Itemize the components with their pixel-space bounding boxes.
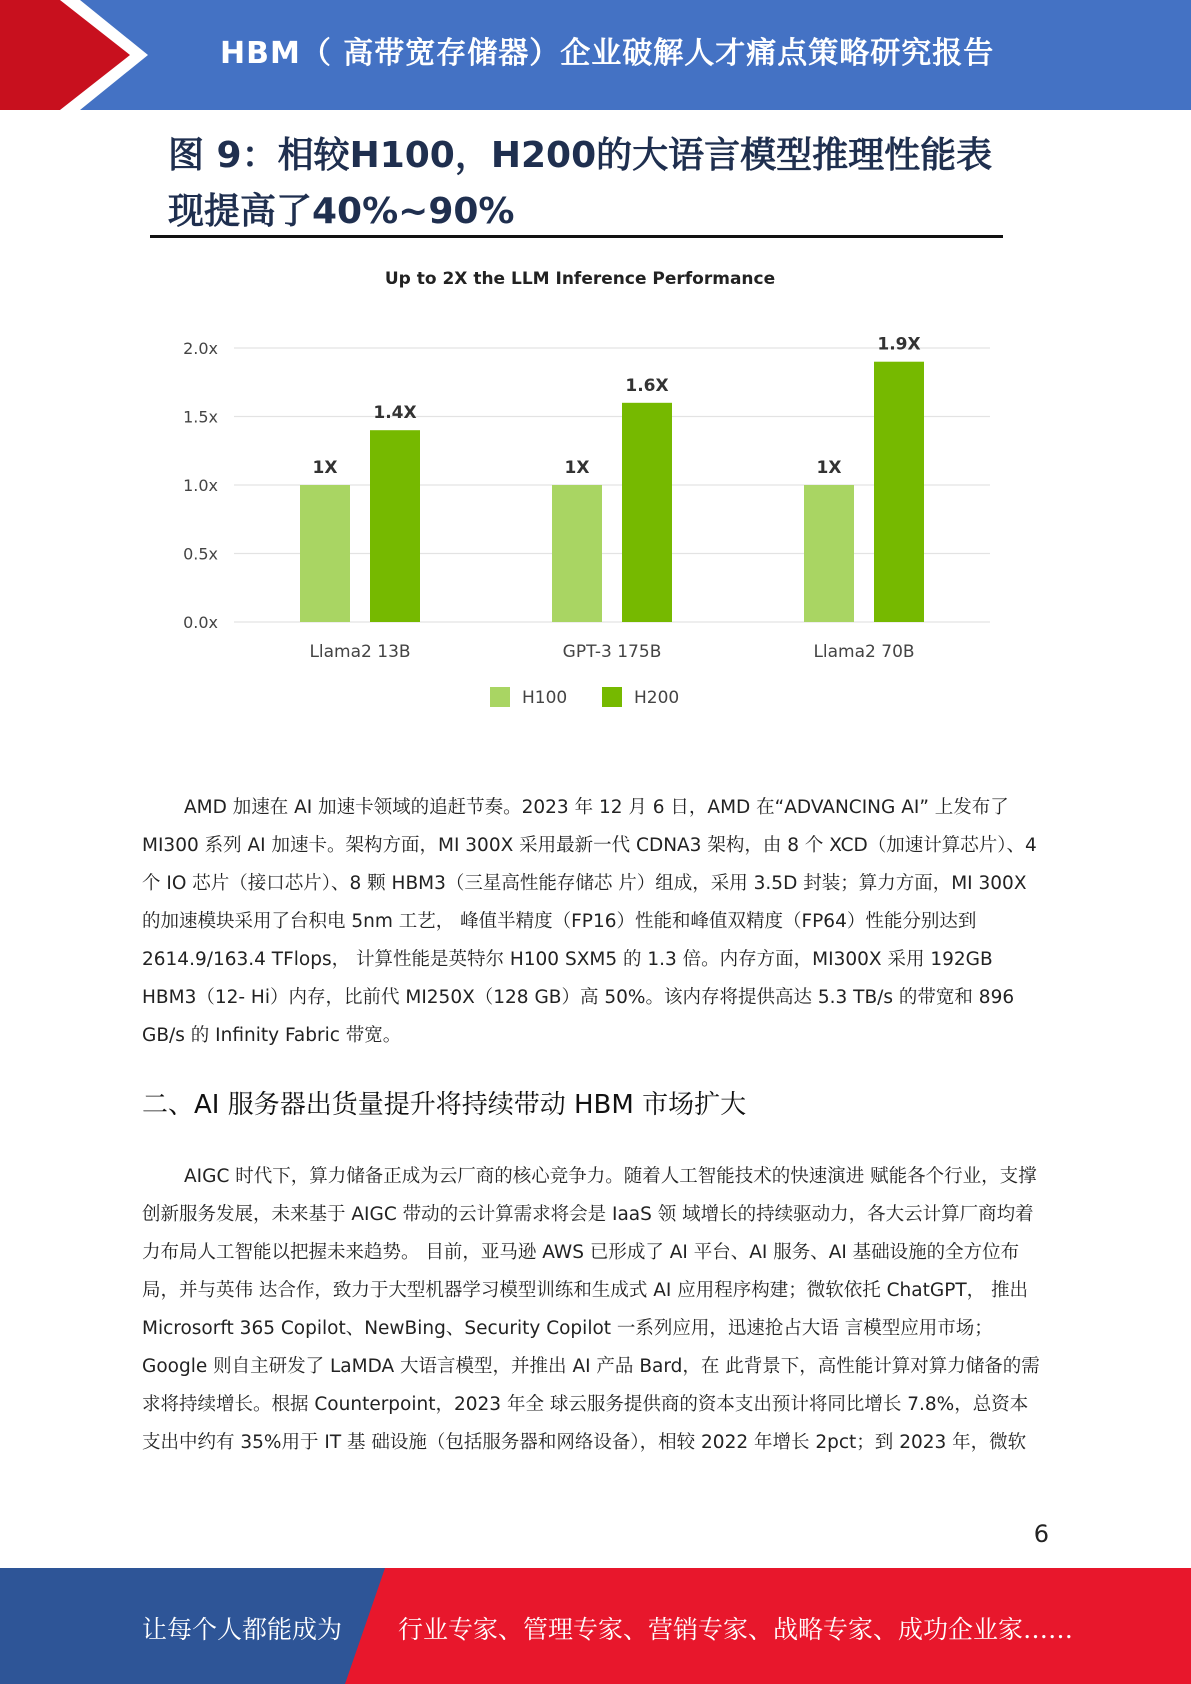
bar-data-label: 1X [816, 458, 842, 478]
page-header [0, 0, 1191, 110]
report-title: HBM（ 高带宽存储器）企业破解人才痛点策略研究报告 [220, 36, 995, 71]
legend-label: H100 [522, 688, 568, 708]
y-tick-label: 1.0x [183, 476, 218, 495]
y-tick-label: 0.0x [183, 613, 218, 632]
chart-title: Up to 2X the LLM Inference Performance [384, 269, 776, 289]
y-tick-label: 0.5x [183, 544, 218, 564]
x-category-label: GPT-3 175B [562, 642, 662, 662]
x-category-label: Llama2 13B [309, 642, 411, 662]
paragraph-amd: AMD 加速在 AI 加速卡领域的追赶节奏。2023 年 12 月 6 日，AMD 在“ADVANCING AI” 上发布了 MI300 系列 AI 加速卡。架构方面，MI 300X 采用最新一代 CDNA3 架构，由 8 个 XCD（加速计算芯片）、4 个 IO 芯片（接口芯片）、8 颗 HBM3（三星高性能存储芯 片）组成，采用 3.5D 封装；算力方面，MI 300X 的加速模块采用了台积电 5nm 工艺， 峰值半精度（FP16）性能和峰值双精度（FP64）性能分别达到 2614.9/163.4 TFlops， 计算性能是英特尔 H100 SXM5 的 1.3 倍。内存方面，MI300X 采用 192GB HBM3（12- Hi）内存，比前代 MI250X（128 GB）高 50%。该内存将提供高达 5.3 TB/s 的带宽和 896 GB/s 的 Infinity Fabric 带宽。 [142, 797, 1037, 1046]
bar-data-label: 1.9X [877, 334, 921, 355]
bar-data-label: 1.6X [625, 375, 669, 396]
chart-canvas [150, 265, 1010, 725]
bar-data-label: 1X [312, 458, 338, 478]
legend-swatch-h200 [602, 687, 622, 707]
legend-label: H200 [634, 688, 680, 708]
page-footer [0, 1568, 1191, 1684]
bar-h100 [552, 485, 602, 622]
figure-title-divider [150, 235, 1003, 238]
bar-data-label: 1.4X [373, 403, 417, 424]
x-category-label: Llama2 70B [813, 642, 915, 662]
llm-inference-chart [150, 265, 1010, 725]
footer-slogan-left: 让每个人都能成为 [142, 1615, 343, 1644]
page-number: 6 [1033, 1520, 1049, 1548]
section-title: 二、AI 服务器出货量提升将持续带动 HBM 市场扩大 [142, 1090, 747, 1120]
y-tick-label: 2.0x [183, 339, 218, 358]
paragraph-aigc: AIGC 时代下，算力储备正成为云厂商的核心竞争力。随着人工智能技术的快速演进 赋能各个行业，支撑创新服务发展，未来基于 AIGC 带动的云计算需求将会是 IaaS 领 域增长的持续驱动力，各大云计算厂商均着力布局人工智能以把握未来趋势。 目前，亚马逊 AWS 已形成了 AI 平台、AI 服务、AI 基础设施的全方位布局，并与英伟 达合作，致力于大型机器学习模型训练和生成式 AI 应用程序构建；微软依托 ChatGPT， 推出 Microsorft 365 Copilot、NewBing、Security Copilot 一系列应用，迅速抢占大语 言模型应用市场；Google 则自主研发了 LaMDA 大语言模型，并推出 AI 产品 Bard，在 此背景下，高性能计算对算力储备的需求将持续增长。根据 Counterpoint，2023 年全 球云服务提供商的资本支出预计将同比增长 7.8%，总资本支出中约有 35%用于 IT 基 础设施（包括服务器和网络设备），相较 2022 年增长 2pct；到 2023 年，微软 [142, 1166, 1040, 1453]
bar-h200 [622, 403, 672, 622]
bar-h200 [874, 362, 924, 622]
bar-data-label: 1X [564, 458, 590, 478]
legend-swatch-h100 [490, 687, 510, 707]
bar-h100 [300, 485, 350, 622]
bar-h200 [370, 430, 420, 622]
bar-h100 [804, 485, 854, 622]
y-tick-label: 1.5x [183, 407, 218, 427]
figure-title: 图 9：相较H100，H200的大语言模型推理性能表现提高了40%~90% [168, 135, 993, 232]
footer-slogan-right: 行业专家、管理专家、营销专家、战略专家、成功企业家…… [398, 1615, 1074, 1644]
